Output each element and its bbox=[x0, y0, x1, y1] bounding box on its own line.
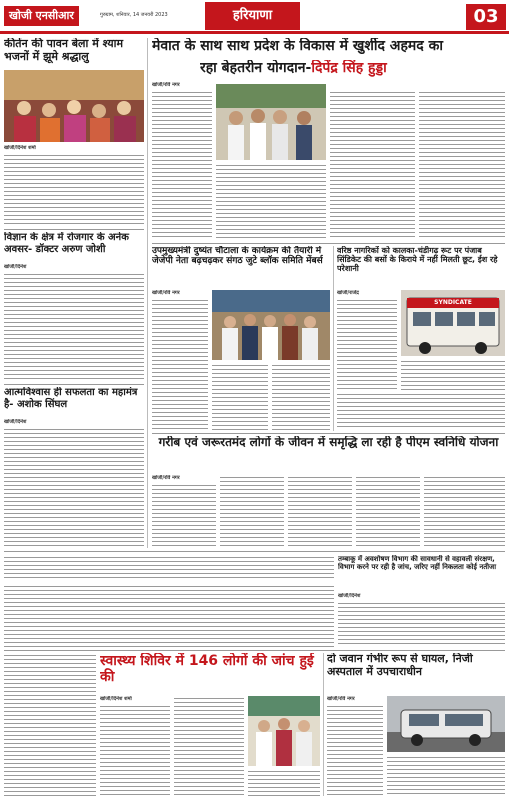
divider bbox=[4, 650, 505, 651]
bus-photo bbox=[401, 290, 505, 356]
section-title: हरियाणा bbox=[205, 2, 300, 30]
mewat-headline-second bbox=[200, 60, 500, 80]
garib-byline: खोजी/रवि नगर bbox=[152, 475, 180, 481]
swasthya-body-col2 bbox=[174, 696, 244, 796]
mewat-body-col3 bbox=[330, 90, 415, 240]
garib-body-col1 bbox=[152, 483, 216, 548]
upmukhyamantri-body-col1 bbox=[152, 298, 208, 430]
divider bbox=[152, 433, 505, 434]
newspaper-logo: खोजी एनसीआर bbox=[4, 6, 79, 26]
atmavishwas-headline: आत्मविश्वास ही सफलता का महामंत्र है- अशोक सिंघल bbox=[4, 387, 138, 410]
kirtan-byline: खोजी/दिनेश शर्मा bbox=[4, 145, 36, 151]
tambaku-body-lower bbox=[4, 584, 334, 647]
upmukhyamantri-byline: खोजी/रवि नगर bbox=[152, 290, 180, 296]
tambaku-body-text bbox=[338, 601, 505, 647]
ghayal-byline: खोजी/रवि नगर bbox=[327, 696, 355, 702]
vigyan-body-text bbox=[4, 272, 144, 382]
divider bbox=[4, 384, 144, 385]
kirtan-photo bbox=[4, 70, 144, 142]
divider bbox=[4, 229, 144, 230]
tambaku-headline: तम्बाकू में अवशोषण विभाग की सावधानी से वहावली संरक्षण, विभाग करने पर रही है जांच, जरिए नहीं निकलता कोई नतीजा bbox=[338, 555, 497, 572]
garib-body-col3 bbox=[288, 475, 352, 548]
swasthya-photo bbox=[248, 696, 320, 766]
health-camp-image bbox=[248, 696, 320, 766]
column-divider bbox=[147, 38, 148, 548]
meeting-image bbox=[212, 290, 330, 360]
garib-body-col4 bbox=[356, 475, 420, 548]
swasthya-left-text bbox=[4, 653, 96, 796]
column-divider bbox=[333, 246, 334, 431]
bus-byline: खोजी/राजेंद्र bbox=[337, 290, 359, 296]
upmukhyamantri-headline: उपमुख्यमंत्री दुष्यंत चौटाला के कार्यक्रम की तैयारी में जेजेपी नेता बढ़चढ़कर संगठ जुटे ब्लॉक समिति मेंबर्स bbox=[152, 246, 323, 267]
leaders-image bbox=[216, 84, 326, 160]
mewat-photo bbox=[216, 84, 326, 160]
tambaku-byline: खोजी/दिनेश bbox=[338, 593, 361, 599]
garib-body-col5 bbox=[424, 475, 505, 548]
dateline: गुरुग्राम, शनिवार, 14 जनवरी 2023 bbox=[100, 12, 168, 18]
accident-vehicle-image bbox=[387, 696, 505, 752]
bus-body-col2 bbox=[401, 359, 505, 390]
swasthya-body-col1 bbox=[100, 704, 170, 796]
ghayal-body-col2 bbox=[387, 755, 505, 796]
garib-headline: गरीब एवं जरूरतमंद लोगों के जीवन में समृद्धि ला रही है पीएम स्वनिधि योजना bbox=[158, 436, 499, 449]
divider bbox=[4, 551, 505, 552]
atmavishwas-byline: खोजी/दिनेश bbox=[4, 419, 27, 425]
upmukhyamantri-body-col3 bbox=[272, 363, 330, 430]
bus-body-col3 bbox=[337, 392, 505, 430]
swasthya-body-col3 bbox=[248, 769, 320, 796]
kirtan-body-text bbox=[4, 153, 144, 227]
bus-body-col1 bbox=[337, 298, 397, 390]
tambaku-left-text bbox=[4, 555, 334, 581]
swasthya-byline: खोजी/दिनेश शर्मा bbox=[100, 696, 132, 702]
upmukhyamantri-photo bbox=[212, 290, 330, 360]
mewat-headline-part: रहा बेहतरीन योगदान- bbox=[200, 60, 312, 76]
garib-body-col2 bbox=[220, 475, 284, 548]
atmavishwas-body-text bbox=[4, 427, 144, 547]
swasthya-headline: स्वास्थ्य शिविर में 146 लोगों की जांच हुई की bbox=[100, 653, 314, 686]
mewat-headline-name: दिपेंद्र सिंह हुड्डा bbox=[311, 60, 387, 76]
bus-signboard: SYNDICATE bbox=[434, 299, 472, 306]
ghayal-body-col1 bbox=[327, 704, 383, 796]
page-number: 03 bbox=[466, 4, 506, 30]
ghayal-headline: दो जवान गंभीर रूप से घायल, निजी अस्पताल में उपचाराधीन bbox=[327, 653, 473, 678]
mewat-body-col2 bbox=[216, 163, 326, 240]
kirtan-headline: कीर्तन की पावन बेला में श्याम भजनों में झूमे श्रद्धालु bbox=[4, 38, 124, 63]
upmukhyamantri-body-col2 bbox=[212, 363, 268, 430]
mewat-body-col1 bbox=[152, 90, 212, 240]
ghayal-photo bbox=[387, 696, 505, 752]
column-divider bbox=[323, 653, 324, 796]
vigyan-headline: विज्ञान के क्षेत्र में रोजगार के अनेक अवसर- डॉक्टर अरुण जोशी bbox=[4, 232, 129, 255]
mewat-body-col4 bbox=[419, 90, 505, 240]
crowd-image bbox=[4, 70, 144, 142]
vigyan-byline: खोजी/दिनेश bbox=[4, 264, 27, 270]
divider bbox=[152, 243, 505, 244]
mewat-headline: मेवात के साथ साथ प्रदेश के विकास में खुर्शीद अहमद का bbox=[152, 38, 443, 54]
mewat-byline: खोजी/रवि नगर bbox=[152, 82, 180, 88]
bus-headline: वरिष्ठ नागरिकों को कालका-चंडीगढ़ रूट पर पंजाब सिंडिकेट की बसों के किराये में नहीं मिलती छूट, ईश रहे परेशानी bbox=[337, 246, 498, 274]
